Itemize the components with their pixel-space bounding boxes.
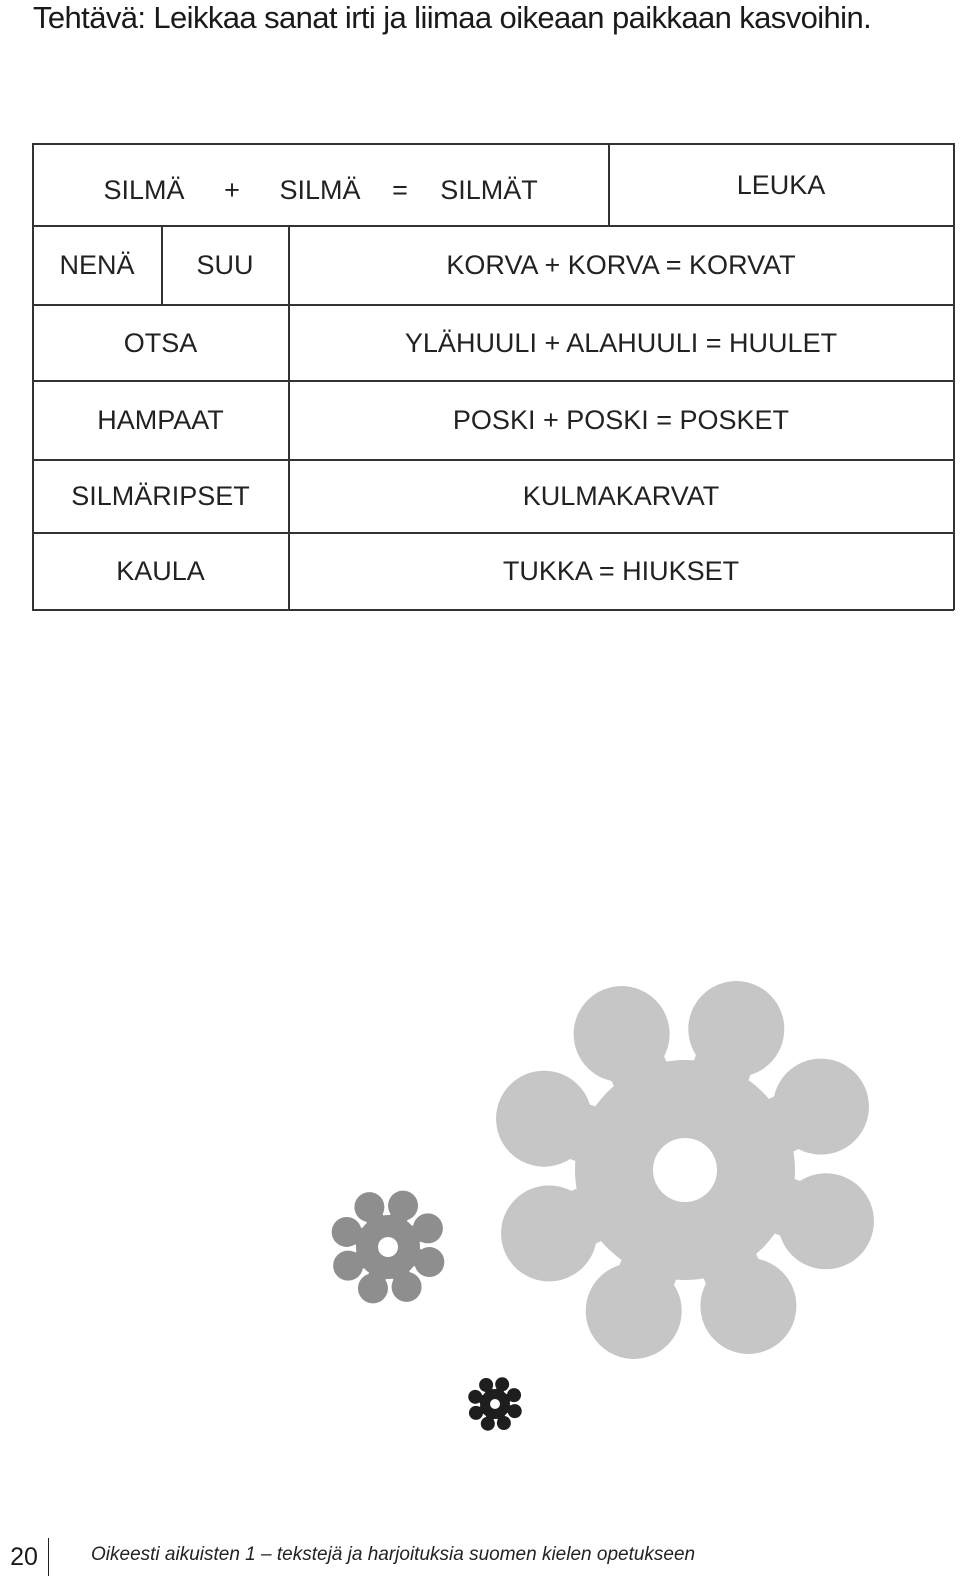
word-posket[interactable]: POSKI + POSKI = POSKET (452, 405, 790, 435)
large-flower-decoration (490, 960, 880, 1380)
small-flower-icon (468, 1377, 521, 1430)
word-silma-1[interactable]: SILMÄ (103, 174, 185, 205)
large-flower-icon (496, 981, 874, 1359)
flower-petal-tip (468, 1390, 482, 1404)
flower-petal-tip (496, 1071, 592, 1167)
word-kulmakarvat[interactable]: KULMAKARVAT (522, 481, 720, 511)
plus-sign: + (224, 174, 240, 205)
flower-petal-tip (481, 1417, 495, 1431)
flower-petal-tip (495, 1377, 509, 1391)
word-huulet[interactable]: YLÄHUULI + ALAHUULI = HUULET (404, 327, 838, 358)
equals-sign: = (392, 174, 408, 205)
word-hiukset[interactable]: TUKKA = HIUKSET (502, 556, 740, 586)
word-korvat[interactable]: KORVA + KORVA = KORVAT (446, 250, 796, 280)
word-leuka[interactable]: LEUKA (736, 169, 826, 200)
table-line (953, 143, 955, 610)
flower-petal-tip (358, 1273, 388, 1303)
word-kaula[interactable]: KAULA (116, 556, 205, 586)
medium-flower-decoration (328, 1185, 448, 1310)
small-flower-decoration (464, 1372, 526, 1436)
flower-petal-tip (586, 1263, 682, 1359)
word-nena[interactable]: NENÄ (59, 250, 135, 280)
flower-petal-tip (501, 1185, 597, 1281)
medium-flower-icon (332, 1191, 445, 1304)
page-number: 20 (0, 1538, 49, 1576)
flower-petal-tip (688, 981, 784, 1077)
flower-petal-tip (778, 1173, 874, 1269)
flower-petal-tip (392, 1272, 422, 1302)
flower-petal-tip (574, 986, 670, 1082)
flower-petal-tip (469, 1406, 483, 1420)
word-hampaat[interactable]: HAMPAAT (97, 405, 224, 435)
footer-book-title: Oikeesti aikuisten 1 – tekstejä ja harjoituksia suomen kielen opetukseen (91, 1544, 696, 1565)
flower-petal-tip (332, 1217, 362, 1247)
flower-petal-tip (414, 1247, 444, 1277)
flower-petal-tip (354, 1192, 384, 1222)
flower-petal-tip (479, 1378, 493, 1392)
flower-petal-tip (507, 1388, 521, 1402)
flower-petal-tip (497, 1416, 511, 1430)
word-silmaripset[interactable]: SILMÄRIPSET (71, 481, 250, 511)
flower-petal-tip (508, 1404, 522, 1418)
word-suu[interactable]: SUU (196, 250, 254, 280)
word-otsa[interactable]: OTSA (123, 327, 198, 358)
word-table (0, 0, 960, 620)
flower-petal-tip (700, 1258, 796, 1354)
flower-petal-tip (388, 1191, 418, 1221)
flower-petal-tip (773, 1059, 869, 1155)
word-silma-2[interactable]: SILMÄ (279, 174, 361, 205)
page-title: Tehtävä: Leikkaa sanat irti ja liimaa oikeaan paikkaan kasvoihin. (33, 0, 872, 35)
flower-petal-tip (333, 1251, 363, 1281)
word-silmat[interactable]: SILMÄT (440, 174, 538, 205)
flower-petal-tip (413, 1213, 443, 1243)
